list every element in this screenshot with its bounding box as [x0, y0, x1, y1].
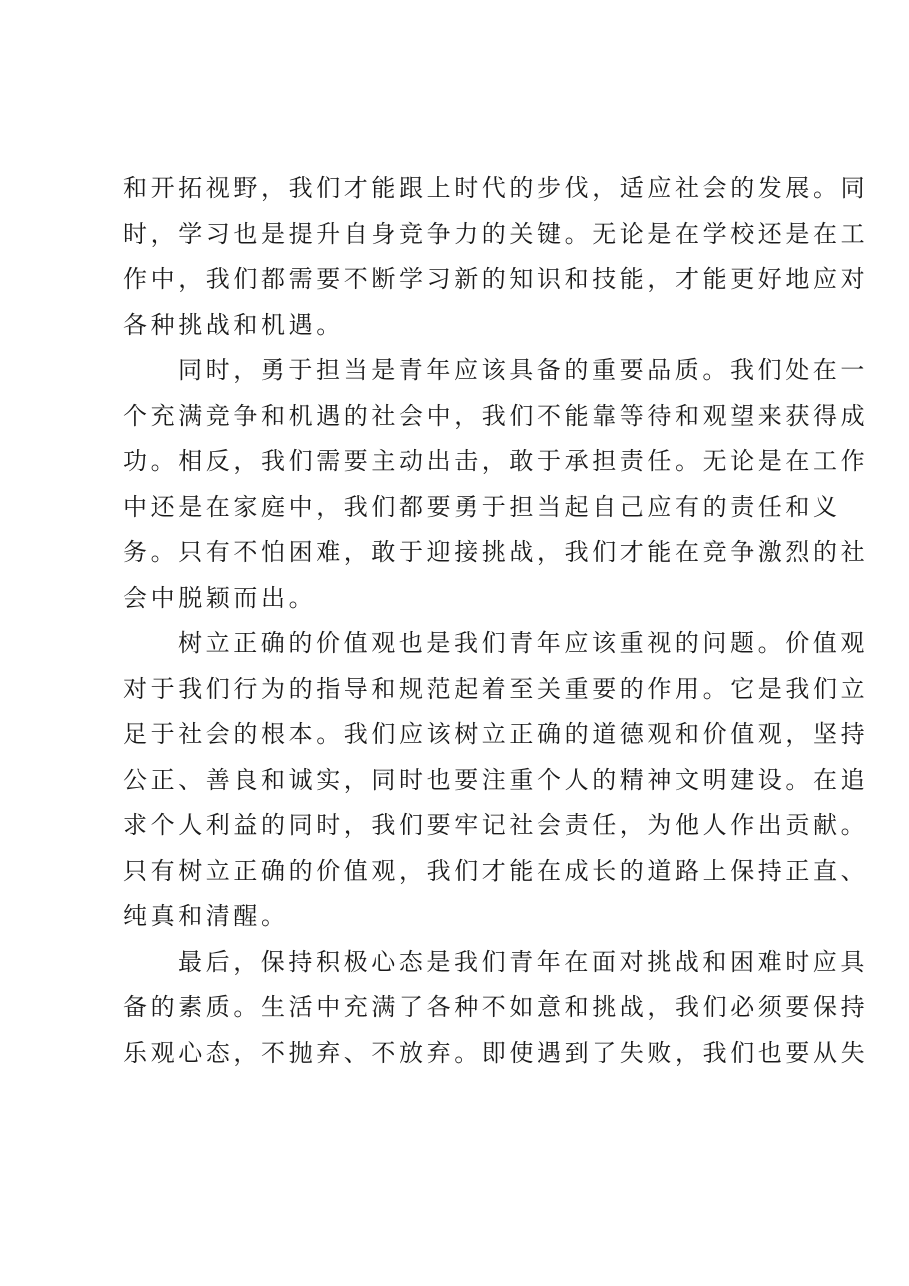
document-body [123, 166, 869, 1076]
text-line: 公正、善良和诚实，同时也要注重个人的精神文明建设。在追 [123, 765, 869, 794]
text-line: 纯真和清醒。 [123, 902, 289, 930]
text-line: 功。相反，我们需要主动出击，敢于承担责任。无论是在工作 [123, 447, 869, 475]
text-line: 同时，勇于担当是青年应该具备的重要品质。我们处在一 [178, 356, 868, 384]
text-line: 足于社会的根本。我们应该树立正确的道德观和价值观，坚持 [123, 720, 869, 748]
text-line: 乐观心态，不抛弃、不放弃。即使遇到了失败，我们也要从失 [123, 1038, 869, 1067]
text-line: 时，学习也是提升自身竞争力的关键。无论是在学校还是在工 [123, 219, 869, 248]
text-line: 个充满竞争和机遇的社会中，我们不能靠等待和观望来获得成 [123, 401, 869, 430]
text-line: 作中，我们都需要不断学习新的知识和技能，才能更好地应对 [123, 265, 869, 293]
paragraph-3 [123, 621, 869, 940]
text-line: 备的素质。生活中充满了各种不如意和挑战，我们必须要保持 [123, 993, 869, 1021]
text-line: 最后，保持积极心态是我们青年在面对挑战和困难时应具 [178, 947, 868, 976]
paragraph-4 [123, 940, 869, 1077]
text-line: 对于我们行为的指导和规范起着至关重要的作用。它是我们立 [123, 674, 869, 703]
text-line: 中还是在家庭中，我们都要勇于担当起自己应有的责任和义 [123, 492, 841, 521]
text-line: 各种挑战和机遇。 [123, 310, 344, 339]
text-line: 务。只有不怕困难，敢于迎接挑战，我们才能在竞争激烈的社 [123, 538, 869, 566]
text-line: 会中脱颖而出。 [123, 583, 317, 612]
text-line: 求个人利益的同时，我们要牢记社会责任，为他人作出贡献。 [123, 811, 869, 839]
paragraph-1 [123, 166, 869, 348]
text-line: 树立正确的价值观也是我们青年应该重视的问题。价值观 [178, 629, 868, 657]
paragraph-2 [123, 348, 869, 621]
text-line: 和开拓视野，我们才能跟上时代的步伐，适应社会的发展。同 [123, 174, 869, 202]
text-line: 只有树立正确的价值观，我们才能在成长的道路上保持正直、 [123, 856, 869, 885]
